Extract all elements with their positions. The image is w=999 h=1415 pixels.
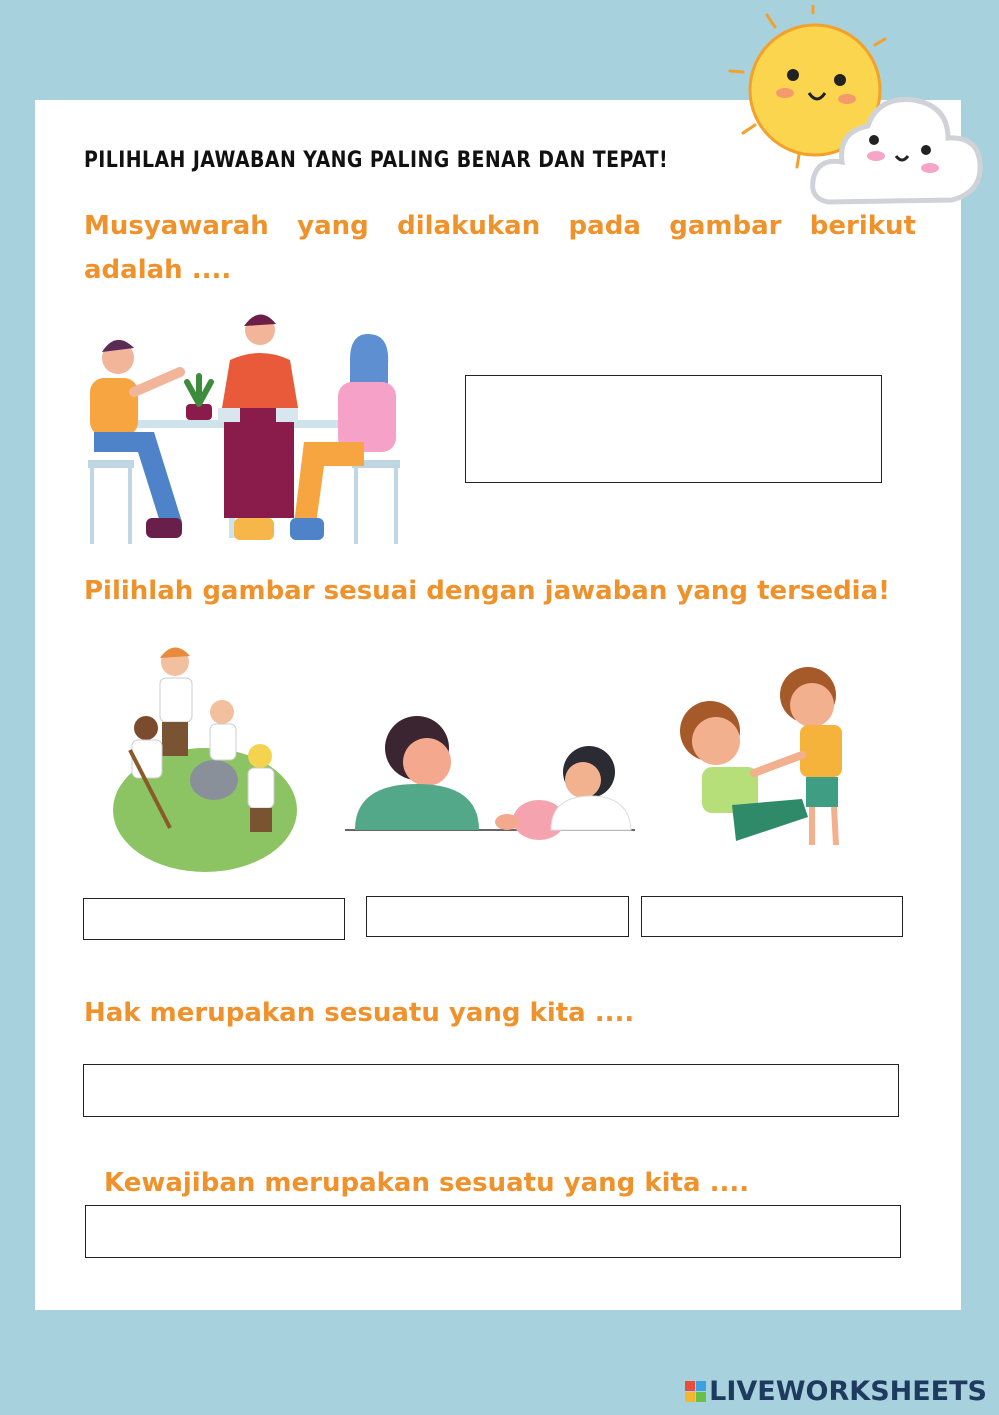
saving-money-illustration [345, 712, 635, 848]
liveworksheets-brand [685, 1376, 987, 1407]
answer-box-cleaning[interactable] [83, 898, 345, 940]
answer-box-saving[interactable] [366, 896, 629, 937]
brand-text: LIVEWORKSHEETS [709, 1376, 987, 1407]
question-3-text: Hak merupakan sesuatu yang kita .... [84, 998, 635, 1028]
question-1-text: Musyawarah yang dilakukan pada gambar berikut adalah .... [84, 211, 916, 285]
answer-box-helping[interactable] [641, 896, 903, 937]
musyawarah-illustration [84, 312, 404, 547]
cloud-illustration [808, 92, 986, 214]
helping-friend-illustration [672, 655, 872, 855]
question-4-text: Kewajiban merupakan sesuatu yang kita .... [104, 1168, 750, 1198]
answer-box-question-3[interactable] [83, 1064, 899, 1117]
instruction-heading: PILIHLAH JAWABAN YANG PALING BENAR DAN TEPAT! [84, 148, 669, 173]
cleaning-illustration [110, 640, 300, 874]
liveworksheets-logo-icon [685, 1381, 706, 1402]
question-2-text: Pilihlah gambar sesuai dengan jawaban yang tersedia! [84, 576, 890, 606]
answer-box-question-4[interactable] [85, 1205, 901, 1258]
answer-box-question-1[interactable] [465, 375, 882, 483]
